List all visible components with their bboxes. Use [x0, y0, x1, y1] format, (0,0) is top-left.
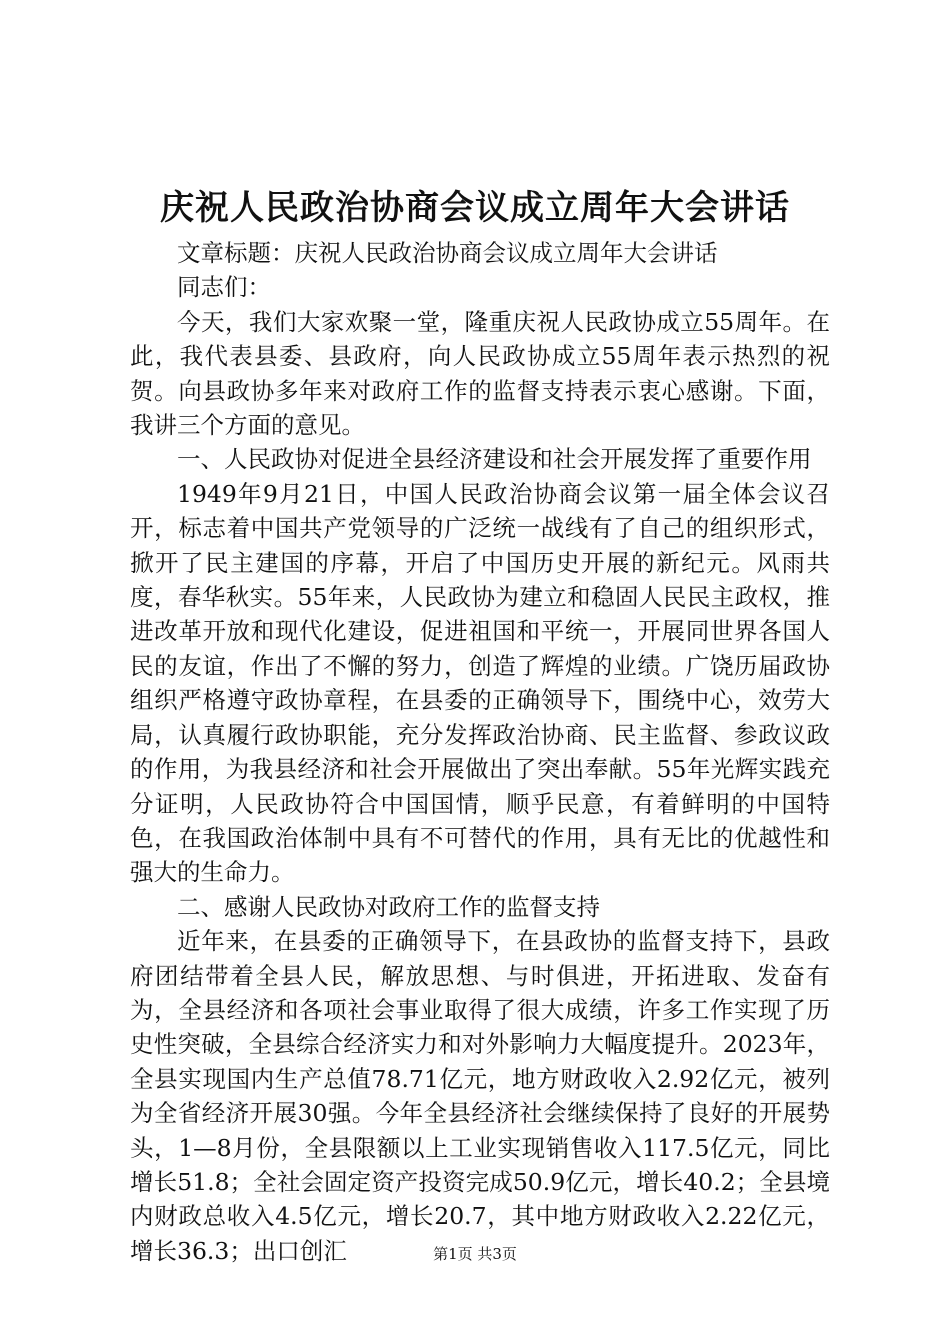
document-title: 庆祝人民政治协商会议成立周年大会讲话: [160, 188, 790, 228]
body-paragraph: 1949年9月21日，中国人民政治协商会议第一届全体会议召开，标志着中国共产党领导的广泛统一战线有了自己的组织形式，掀开了民主建国的序幕，开启了中国历史开展的新纪元。风雨共度，春华秋实。55年来，人民政协为建立和稳固人民民主政权，推进改革开放和现代化建设，促进祖国和平统一，开展同世界各国人民的友谊，作出了不懈的努力，创造了辉煌的业绩。广饶历届政协组织严格遵守政协章程，在县委的正确领导下，围绕中心，效劳大局，认真履行政协职能，充分发挥政治协商、民主监督、参政议政的作用，为我县经济和社会开展做出了突出奉献。55年光辉实践充分证明，人民政协符合中国国情，顺乎民意，有着鲜明的中国特色，在我国政治体制中具有不可替代的作用，具有无比的优越性和强大的生命力。: [130, 479, 830, 887]
section-heading-2: 二、感谢人民政协对政府工作的监督支持: [177, 892, 600, 921]
body-paragraph: 今天，我们大家欢聚一堂，隆重庆祝人民政协成立55周年。在此，我代表县委、县政府，向人民政协成立55周年表示热烈的祝贺。向县政协多年来对政府工作的监督支持表示衷心感谢。下面，我讲三个方面的意见。: [130, 307, 830, 440]
body-paragraph: 近年来，在县委的正确领导下，在县政协的监督支持下，县政府团结带着全县人民，解放思想、与时俱进，开拓进取、发奋有为，全县经济和各项社会事业取得了很大成绩，许多工作实现了历史性突破，全县综合经济实力和对外影响力大幅度提升。2023年，全县实现国内生产总值78.71亿元，地方财政收入2.92亿元，被列为全省经济开展30强。今年全县经济社会继续保持了良好的开展势头，1—8月份，全县限额以上工业实现销售收入117.5亿元，同比增长51.8；全社会固定资产投资完成50.9亿元，增长40.2；全县境内财政总收入4.5亿元，增长20.7，其中地方财政收入2.22亿元，增长36.3；出口创汇: [130, 927, 830, 1265]
article-title-line: 文章标题：庆祝人民政治协商会议成立周年大会讲话: [177, 239, 718, 267]
salutation: 同志们：: [177, 273, 271, 302]
page-footer: 第1页 共3页: [433, 1245, 517, 1263]
document-body: [130, 236, 830, 1268]
section-heading-1: 一、人民政协对促进全县经济建设和社会开展发挥了重要作用: [177, 445, 812, 474]
